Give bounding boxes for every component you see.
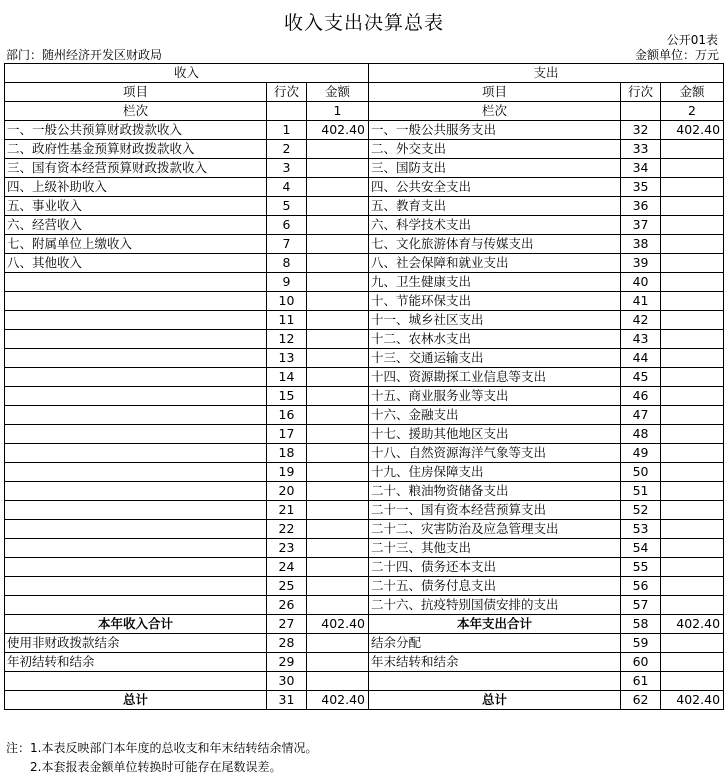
page-title: 收入支出决算总表 <box>283 12 444 34</box>
expense-item-cell: 十八、自然资源海洋气象等支出 <box>369 444 621 463</box>
expense-line-cell: 52 <box>621 501 661 520</box>
income-line-cell: 3 <box>267 159 307 178</box>
expense-line-cell: 45 <box>621 368 661 387</box>
expense-item-cell <box>369 672 621 691</box>
income-line-cell: 10 <box>267 292 307 311</box>
income-item-cell: 四、上级补助收入 <box>5 178 267 197</box>
expense-line-cell: 59 <box>621 634 661 653</box>
expense-item-cell: 结余分配 <box>369 634 621 653</box>
table-row <box>5 178 724 197</box>
expense-item-cell: 十三、交通运输支出 <box>369 349 621 368</box>
expense-item-cell: 五、教育支出 <box>369 197 621 216</box>
expense-item-cell: 十五、商业服务业等支出 <box>369 387 621 406</box>
income-amount-cell <box>307 425 369 444</box>
expense-amount-cell <box>661 577 724 596</box>
expense-column-line-blank <box>621 102 661 121</box>
income-item-cell: 五、事业收入 <box>5 197 267 216</box>
expense-amount-cell <box>661 520 724 539</box>
income-amount-cell <box>307 235 369 254</box>
expense-amount-cell <box>661 197 724 216</box>
expense-amount-cell <box>661 178 724 197</box>
expense-item-cell: 七、文化旅游体育与传媒支出 <box>369 235 621 254</box>
income-amount-cell <box>307 330 369 349</box>
column-index-row <box>5 102 724 121</box>
income-item-cell <box>5 330 267 349</box>
table-row <box>5 349 724 368</box>
expense-amount-cell <box>661 463 724 482</box>
expense-line-cell: 51 <box>621 482 661 501</box>
expense-item-cell: 二、外交支出 <box>369 140 621 159</box>
expense-amount-cell <box>661 672 724 691</box>
table-row <box>5 425 724 444</box>
grand-total-row <box>5 691 724 710</box>
table-row <box>5 653 724 672</box>
table-row <box>5 406 724 425</box>
expense-item-cell: 十六、金融支出 <box>369 406 621 425</box>
expense-item-cell: 四、公共安全支出 <box>369 178 621 197</box>
expense-amount-cell <box>661 482 724 501</box>
income-item-cell: 六、经营收入 <box>5 216 267 235</box>
expense-line-header: 行次 <box>621 83 661 102</box>
expense-item-cell: 十一、城乡社区支出 <box>369 311 621 330</box>
income-amount-cell <box>307 539 369 558</box>
expense-item-cell: 一、一般公共服务支出 <box>369 121 621 140</box>
income-item-cell: 八、其他收入 <box>5 254 267 273</box>
header-section-row <box>5 64 724 83</box>
table-row <box>5 558 724 577</box>
income-item-cell <box>5 672 267 691</box>
income-line-cell: 1 <box>267 121 307 140</box>
income-line-cell: 15 <box>267 387 307 406</box>
income-line-cell: 25 <box>267 577 307 596</box>
income-amount-cell <box>307 368 369 387</box>
expense-amount-cell <box>661 653 724 672</box>
year-total-row <box>5 615 724 634</box>
expense-item-cell: 总计 <box>369 691 621 710</box>
expense-item-cell: 二十五、债务付息支出 <box>369 577 621 596</box>
expense-line-cell: 43 <box>621 330 661 349</box>
income-line-cell: 24 <box>267 558 307 577</box>
table-row <box>5 197 724 216</box>
income-amount-cell <box>307 558 369 577</box>
expense-line-cell: 55 <box>621 558 661 577</box>
income-item-cell: 七、附属单位上缴收入 <box>5 235 267 254</box>
expense-item-cell: 三、国防支出 <box>369 159 621 178</box>
expense-line-cell: 34 <box>621 159 661 178</box>
table-row <box>5 235 724 254</box>
table-row <box>5 140 724 159</box>
expense-amount-cell: 402.40 <box>661 615 724 634</box>
income-line-cell: 28 <box>267 634 307 653</box>
income-amount-cell <box>307 596 369 615</box>
expense-line-cell: 41 <box>621 292 661 311</box>
income-item-cell: 年初结转和结余 <box>5 653 267 672</box>
table-row <box>5 330 724 349</box>
income-item-cell <box>5 539 267 558</box>
income-amount-cell <box>307 178 369 197</box>
income-item-cell: 总计 <box>5 691 267 710</box>
income-line-cell: 11 <box>267 311 307 330</box>
table-row <box>5 159 724 178</box>
expense-item-cell: 九、卫生健康支出 <box>369 273 621 292</box>
income-item-cell <box>5 444 267 463</box>
table-row <box>5 444 724 463</box>
expense-item-cell: 十七、援助其他地区支出 <box>369 425 621 444</box>
income-item-cell <box>5 349 267 368</box>
table-row <box>5 254 724 273</box>
expense-amount-cell <box>661 159 724 178</box>
income-column-number: 1 <box>307 102 369 121</box>
expense-line-cell: 54 <box>621 539 661 558</box>
income-amount-header: 金额 <box>307 83 369 102</box>
income-column-label: 栏次 <box>5 102 267 121</box>
expense-item-cell: 本年支出合计 <box>369 615 621 634</box>
expense-line-cell: 49 <box>621 444 661 463</box>
expense-amount-cell <box>661 406 724 425</box>
income-line-cell: 4 <box>267 178 307 197</box>
table-row <box>5 463 724 482</box>
income-amount-cell <box>307 520 369 539</box>
table-row <box>5 634 724 653</box>
income-amount-cell <box>307 140 369 159</box>
income-item-cell <box>5 425 267 444</box>
expense-line-cell: 46 <box>621 387 661 406</box>
department-label: 部门：随州经济开发区财政局 <box>6 48 163 62</box>
income-amount-cell <box>307 406 369 425</box>
expense-amount-cell <box>661 387 724 406</box>
expense-amount-cell: 402.40 <box>661 121 724 140</box>
income-line-cell: 7 <box>267 235 307 254</box>
expense-line-cell: 53 <box>621 520 661 539</box>
expense-line-cell: 39 <box>621 254 661 273</box>
expense-column-label: 栏次 <box>369 102 621 121</box>
income-amount-cell: 402.40 <box>307 615 369 634</box>
income-amount-cell <box>307 482 369 501</box>
income-item-cell <box>5 501 267 520</box>
expense-item-cell: 二十四、债务还本支出 <box>369 558 621 577</box>
table-row <box>5 596 724 615</box>
expense-amount-cell <box>661 539 724 558</box>
expense-amount-cell <box>661 292 724 311</box>
income-line-cell: 5 <box>267 197 307 216</box>
expense-amount-header: 金额 <box>661 83 724 102</box>
income-line-cell: 29 <box>267 653 307 672</box>
table-row <box>5 292 724 311</box>
income-line-cell: 9 <box>267 273 307 292</box>
expense-item-cell: 年末结转和结余 <box>369 653 621 672</box>
expense-amount-cell: 402.40 <box>661 691 724 710</box>
table-row <box>5 368 724 387</box>
expense-line-cell: 57 <box>621 596 661 615</box>
income-item-cell <box>5 482 267 501</box>
expense-item-cell: 十四、资源勘探工业信息等支出 <box>369 368 621 387</box>
income-column-line-blank <box>267 102 307 121</box>
expense-amount-cell <box>661 140 724 159</box>
income-line-cell: 23 <box>267 539 307 558</box>
income-line-cell: 20 <box>267 482 307 501</box>
expense-item-cell: 十、节能环保支出 <box>369 292 621 311</box>
income-amount-cell <box>307 387 369 406</box>
expense-line-cell: 33 <box>621 140 661 159</box>
expense-line-cell: 61 <box>621 672 661 691</box>
expense-line-cell: 42 <box>621 311 661 330</box>
summary-table <box>4 63 724 710</box>
income-line-cell: 22 <box>267 520 307 539</box>
expense-line-cell: 38 <box>621 235 661 254</box>
table-row <box>5 482 724 501</box>
income-amount-cell <box>307 216 369 235</box>
income-line-header: 行次 <box>267 83 307 102</box>
footnote-2: 2.本套报表金额单位转换时可能存在尾数误差。 <box>6 760 282 774</box>
income-amount-cell <box>307 463 369 482</box>
income-amount-cell <box>307 672 369 691</box>
expense-line-cell: 58 <box>621 615 661 634</box>
income-amount-cell <box>307 577 369 596</box>
expense-amount-cell <box>661 311 724 330</box>
income-amount-cell <box>307 653 369 672</box>
income-line-cell: 12 <box>267 330 307 349</box>
expense-line-cell: 35 <box>621 178 661 197</box>
expense-amount-cell <box>661 273 724 292</box>
income-line-cell: 18 <box>267 444 307 463</box>
form-code: 公开01表 <box>666 33 718 47</box>
expense-line-cell: 48 <box>621 425 661 444</box>
income-item-cell <box>5 273 267 292</box>
income-item-cell <box>5 558 267 577</box>
income-item-header: 项目 <box>5 83 267 102</box>
expense-amount-cell <box>661 501 724 520</box>
expense-amount-cell <box>661 596 724 615</box>
expense-amount-cell <box>661 254 724 273</box>
income-line-cell: 21 <box>267 501 307 520</box>
income-item-cell <box>5 406 267 425</box>
expense-amount-cell <box>661 349 724 368</box>
table-row <box>5 273 724 292</box>
income-item-cell <box>5 596 267 615</box>
table-row <box>5 539 724 558</box>
income-amount-cell <box>307 501 369 520</box>
footnotes <box>6 739 317 777</box>
income-item-cell: 本年收入合计 <box>5 615 267 634</box>
income-amount-cell: 402.40 <box>307 121 369 140</box>
income-item-cell: 一、一般公共预算财政拨款收入 <box>5 121 267 140</box>
expense-amount-cell <box>661 330 724 349</box>
table-row <box>5 672 724 691</box>
expense-item-cell: 六、科学技术支出 <box>369 216 621 235</box>
income-line-cell: 6 <box>267 216 307 235</box>
expense-item-cell: 二十二、灾害防治及应急管理支出 <box>369 520 621 539</box>
income-item-cell <box>5 292 267 311</box>
expense-item-cell: 十二、农林水支出 <box>369 330 621 349</box>
footnote-1: 注：1.本表反映部门本年度的总收支和年末结转结余情况。 <box>6 741 318 755</box>
income-item-cell <box>5 520 267 539</box>
expense-item-cell: 二十、粮油物资储备支出 <box>369 482 621 501</box>
table-row <box>5 121 724 140</box>
income-amount-cell <box>307 254 369 273</box>
expense-amount-cell <box>661 368 724 387</box>
expense-line-cell: 36 <box>621 197 661 216</box>
expense-line-cell: 47 <box>621 406 661 425</box>
income-item-cell: 三、国有资本经营预算财政拨款收入 <box>5 159 267 178</box>
income-line-cell: 14 <box>267 368 307 387</box>
expense-header: 支出 <box>369 64 724 83</box>
expense-item-cell: 二十一、国有资本经营预算支出 <box>369 501 621 520</box>
amount-unit-label: 金额单位：万元 <box>634 48 719 62</box>
expense-line-cell: 56 <box>621 577 661 596</box>
income-line-cell: 27 <box>267 615 307 634</box>
expense-line-cell: 60 <box>621 653 661 672</box>
expense-item-cell: 八、社会保障和就业支出 <box>369 254 621 273</box>
income-item-cell <box>5 577 267 596</box>
income-line-cell: 19 <box>267 463 307 482</box>
expense-line-cell: 50 <box>621 463 661 482</box>
income-amount-cell <box>307 159 369 178</box>
expense-amount-cell <box>661 558 724 577</box>
income-item-cell <box>5 387 267 406</box>
income-line-cell: 17 <box>267 425 307 444</box>
income-line-cell: 13 <box>267 349 307 368</box>
income-amount-cell <box>307 311 369 330</box>
expense-item-cell: 十九、住房保障支出 <box>369 463 621 482</box>
table-row <box>5 577 724 596</box>
table-row <box>5 520 724 539</box>
income-item-cell: 二、政府性基金预算财政拨款收入 <box>5 140 267 159</box>
income-amount-cell <box>307 349 369 368</box>
income-line-cell: 2 <box>267 140 307 159</box>
income-amount-cell <box>307 273 369 292</box>
expense-line-cell: 44 <box>621 349 661 368</box>
income-line-cell: 30 <box>267 672 307 691</box>
expense-line-cell: 40 <box>621 273 661 292</box>
income-amount-cell <box>307 444 369 463</box>
table-row <box>5 311 724 330</box>
table-row <box>5 501 724 520</box>
expense-amount-cell <box>661 425 724 444</box>
expense-item-cell: 二十六、抗疫特别国债安排的支出 <box>369 596 621 615</box>
header-column-row <box>5 83 724 102</box>
income-item-cell: 使用非财政拨款结余 <box>5 634 267 653</box>
expense-item-cell: 二十三、其他支出 <box>369 539 621 558</box>
income-line-cell: 26 <box>267 596 307 615</box>
expense-line-cell: 62 <box>621 691 661 710</box>
expense-amount-cell <box>661 444 724 463</box>
income-amount-cell <box>307 292 369 311</box>
expense-amount-cell <box>661 634 724 653</box>
income-line-cell: 31 <box>267 691 307 710</box>
expense-amount-cell <box>661 216 724 235</box>
income-item-cell <box>5 463 267 482</box>
income-amount-cell <box>307 197 369 216</box>
expense-line-cell: 32 <box>621 121 661 140</box>
income-line-cell: 8 <box>267 254 307 273</box>
table-row <box>5 216 724 235</box>
expense-item-header: 项目 <box>369 83 621 102</box>
income-amount-cell <box>307 634 369 653</box>
expense-line-cell: 37 <box>621 216 661 235</box>
income-item-cell <box>5 368 267 387</box>
income-item-cell <box>5 311 267 330</box>
table-row <box>5 387 724 406</box>
expense-amount-cell <box>661 235 724 254</box>
expense-column-number: 2 <box>661 102 724 121</box>
income-line-cell: 16 <box>267 406 307 425</box>
income-amount-cell: 402.40 <box>307 691 369 710</box>
income-header: 收入 <box>5 64 369 83</box>
